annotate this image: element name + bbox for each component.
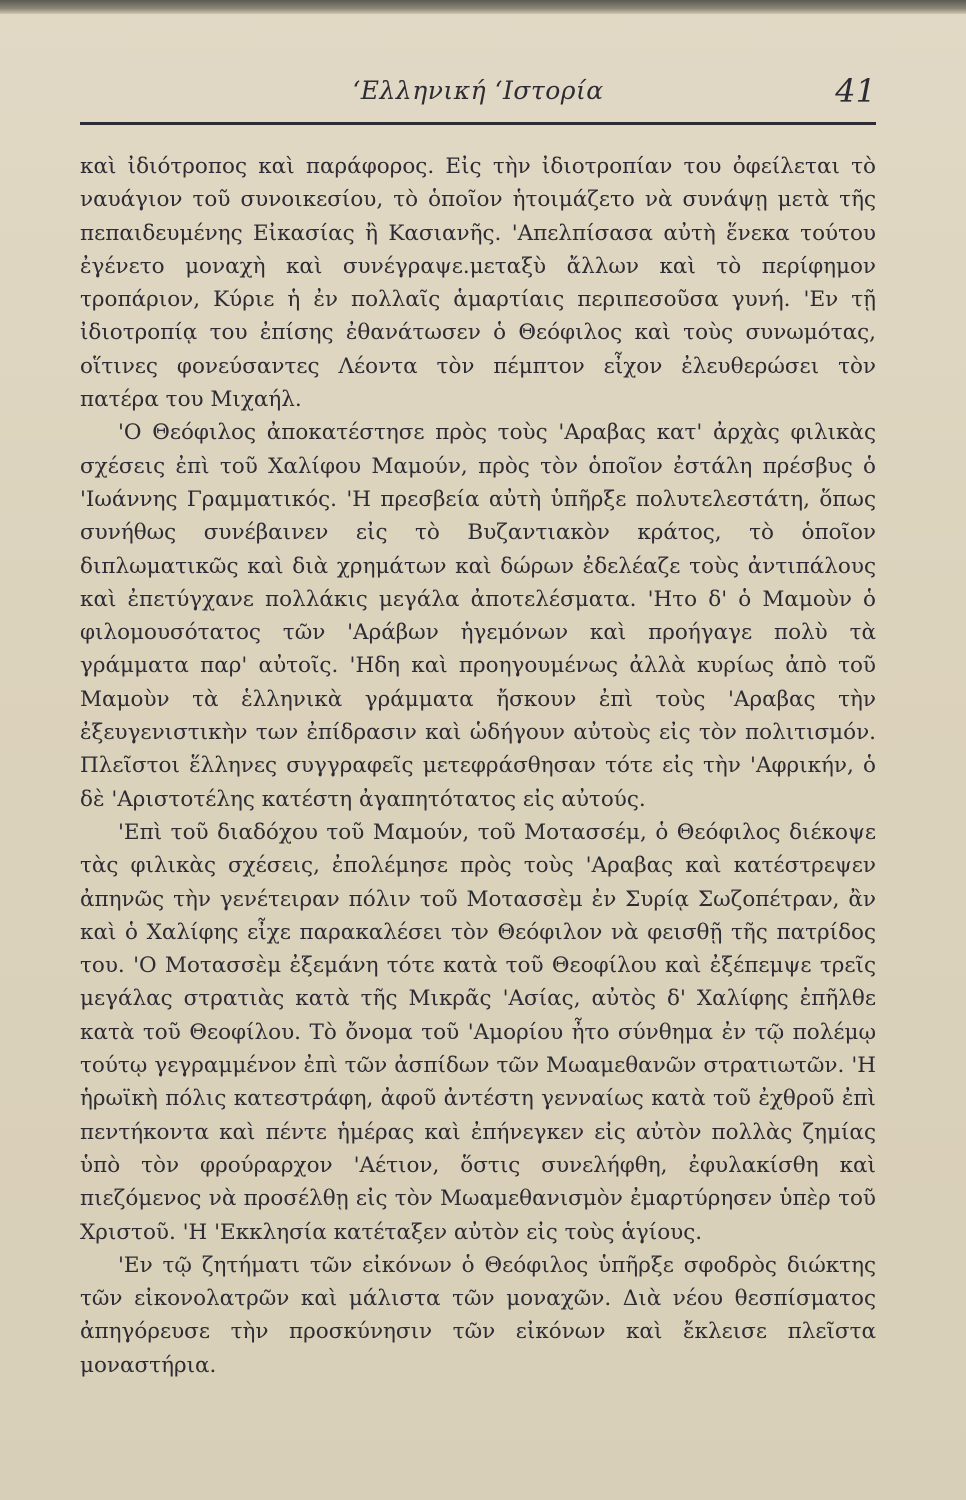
paragraph: 'Επὶ τοῦ διαδόχου τοῦ Μαμούν, τοῦ Μοτασσέμ, ὁ Θεόφιλος διέκοψε τὰς φιλικὰς σχέσεις, ἐπολέμησε πρὸς τοὺς 'Αραβας καὶ κατέστρεψεν ἀπηνῶς τὴν γενέτειραν πόλιν τοῦ Μοτασσὲμ ἐν Συρίᾳ Σωζοπέτραν, ἂν καὶ ὁ Χαλίφης εἶχε παρακαλέσει τὸν Θεόφιλον νὰ φεισθῇ τῆς πατρίδος του. 'Ο Μοτασσὲμ ἐξεμάνη τότε κατὰ τοῦ Θεοφίλου καὶ ἐξέπεμψε τρεῖς μεγάλας στρατιὰς κατὰ τῆς Μικρᾶς 'Ασίας, αὐτὸς δ' Χαλίφης ἐπῆλθε κατὰ τοῦ Θεοφίλου. Τὸ ὄνομα τοῦ 'Αμορίου ἦτο σύνθημα ἐν τῷ πολέμῳ τούτῳ γεγραμμένον ἐπὶ τῶν ἀσπίδων τῶν Μωαμεθανῶν στρατιωτῶν. 'Η ἡρωϊκὴ πόλις κατεστράφη, ἀφοῦ ἀντέστη γενναίως κατὰ τοῦ ἐχθροῦ ἐπὶ πεντήκοντα καὶ πέντε ἡμέρας καὶ ἐπήνεγκεν εἰς αὐτὸν πολλὰς ζημίας ὑπὸ τὸν φρούραρχον 'Αέτιον, ὅστις συνελήφθη, ἐφυλακίσθη καὶ πιεζόμενος νὰ προσέλθῃ εἰς τὸν Μωαμεθανισμὸν ἐμαρτύρησεν ὑπὲρ τοῦ Χριστοῦ. 'Η 'Εκκλησία κατέταξεν αὐτὸν εἰς τοὺς ἁγίους. bbox=[80, 819, 876, 1245]
page-number: 41 bbox=[835, 72, 876, 110]
body-text bbox=[80, 150, 876, 1382]
running-title: ‘Ελληνική ‘Ιστορία bbox=[352, 76, 604, 105]
paragraph: καὶ ἰδιότροπος καὶ παράφορος. Εἰς τὴν ἰδιοτροπίαν του ὀφείλεται τὸ ναυάγιον τοῦ συνοικεσίου, τὸ ὁποῖον ἡτοιμάζετο νὰ συνάψῃ μετὰ τῆς πεπαιδευμένης Εἰκασίας ἢ Κασιανῆς. 'Απελπίσασα αὐτὴ ἕνεκα τούτου ἐγένετο μοναχὴ καὶ συνέγραψε.μεταξὺ ἄλλων καὶ τὸ περίφημον τροπάριον, Κύριε ἡ ἐν πολλαῖς ἁμαρτίαις περιπεσοῦσα γυνή. 'Εν τῇ ἰδιοτροπίᾳ του ἐπίσης ἐθανάτωσεν ὁ Θεόφιλος καὶ τοὺς συνωμότας, οἵτινες φονεύσαντες Λέοντα τὸν πέμπτον εἶχον ἐλευθερώσει τὸν πατέρα του Μιχαήλ. bbox=[80, 154, 876, 413]
paragraph: 'Ο Θεόφιλος ἀποκατέστησε πρὸς τοὺς 'Αραβας κατ' ἀρχὰς φιλικὰς σχέσεις ἐπὶ τοῦ Χαλίφου Μαμούν, πρὸς τὸν ὁποῖον ἐστάλη πρέσβυς ὁ 'Ιωάννης Γραμματικός. 'Η πρεσβεία αὐτὴ ὑπῆρξε πολυτελεστάτη, ὅπως συνήθως συνέβαινεν εἰς τὸ Βυζαντιακὸν κράτος, τὸ ὁποῖον διπλωματικῶς καὶ διὰ χρημάτων καὶ δώρων ἐδελέαζε τοὺς ἀντιπάλους καὶ ἐπετύγχανε πολλάκις μεγάλα ἀποτελέσματα. 'Ητο δ' ὁ Μαμοὺν ὁ φιλομουσότατος τῶν 'Αράβων ἡγεμόνων καὶ προήγαγε πολὺ τὰ γράμματα παρ' αὐτοῖς. 'Ηδη καὶ προηγουμένως ἀλλὰ κυρίως ἀπὸ τοῦ Μαμοὺν τὰ ἑλληνικὰ γράμματα ἤσκουν ἐπὶ τοὺς 'Αραβας τὴν ἐξευγενιστικὴν των ἐπίδρασιν καὶ ὡδήγουν αὐτοὺς εἰς τὸν πολιτισμόν. Πλεῖστοι ἕλληνες συγγραφεῖς μετεφράσθησαν τότε εἰς τὴν 'Αφρικήν, ὁ δὲ 'Αριστοτέλης κατέστη ἀγαπητότατος εἰς αὐτούς. bbox=[80, 420, 876, 812]
paragraph: 'Εν τῷ ζητήματι τῶν εἰκόνων ὁ Θεόφιλος ὑπῆρξε σφοδρὸς διώκτης τῶν εἰκονολατρῶν καὶ μάλιστα τῶν μοναχῶν. Διὰ νέου θεσπίσματος ἀπηγόρευσε τὴν προσκύνησιν τῶν εἰκόνων καὶ ἔκλεισε πλεῖστα μοναστήρια. bbox=[80, 1252, 876, 1378]
page-top-edge bbox=[0, 0, 966, 14]
header-rule bbox=[80, 122, 876, 125]
page-header bbox=[80, 72, 876, 122]
